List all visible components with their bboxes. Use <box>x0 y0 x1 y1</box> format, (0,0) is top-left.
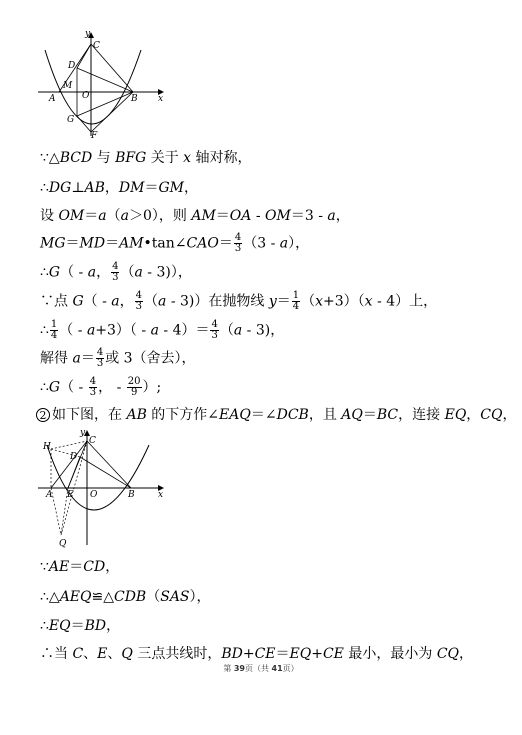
line-11: ∵AE＝CD， <box>40 559 120 575</box>
line-14: ∴当 C、E、Q 三点共线时，BD+CE＝EQ+CE 最小，最小为 CQ， <box>40 646 474 662</box>
fraction: $\frac{4}{3}$ <box>89 376 97 398</box>
parabola <box>45 50 141 124</box>
current-page: 39 <box>233 664 245 673</box>
fraction: $\frac{4}{3}$ <box>96 347 104 369</box>
label-x: x <box>158 490 164 500</box>
fraction: $\frac{4}{3}$ <box>211 319 218 341</box>
fraction: $\frac{4}{3}$ <box>234 232 242 254</box>
label-y: y <box>80 428 86 438</box>
label-G: G <box>67 115 75 125</box>
label-x: x <box>158 94 164 104</box>
figure-1-diagram <box>35 28 175 143</box>
line-13: ∴EQ＝BD， <box>40 618 121 634</box>
label-C: C <box>93 41 100 51</box>
label-A: A <box>49 94 56 104</box>
label-H: H <box>43 442 51 452</box>
parabola <box>47 445 149 510</box>
fraction: $\frac{1}{4}$ <box>50 319 58 341</box>
line-7: ∴ $\frac{1}{4}$ （ - a+3）（ - a - 4）＝ $\frac{4}{3}$ （a - 3)， <box>40 319 285 341</box>
line-8: 解得 a＝ $\frac{4}{3}$ 或 3（舍去）， <box>40 347 196 369</box>
fraction: $\frac{20}{9}$ <box>127 376 141 398</box>
label-D: D <box>68 61 76 71</box>
line-6: ∵点 G（ - a， $\frac{4}{3}$ （a - 3)）在抛物线 y＝ $\frac{1}{4}$ （x+3）（x - 4）上， <box>40 290 438 312</box>
fraction: $\frac{1}{4}$ <box>292 290 300 312</box>
label-M: M <box>63 81 73 91</box>
label-A: A <box>46 490 53 500</box>
label-B: B <box>128 490 135 500</box>
figure-2-diagram <box>35 427 175 552</box>
total-pages: 41 <box>271 664 283 673</box>
label-O: O <box>90 490 98 500</box>
label-E: E <box>67 490 74 500</box>
fraction: $\frac{4}{3}$ <box>135 290 143 312</box>
page-footer: 第 39页（共 41页） <box>223 664 299 673</box>
label-F: F <box>91 131 98 141</box>
line-10: 2 如下图，在 AB 的下方作∠EAQ＝∠DCB，且 AQ＝BC，连接 EQ，CQ， <box>36 407 517 423</box>
line-5: ∴G（ - a， $\frac{4}{3}$ （a - 3)）， <box>40 261 192 283</box>
circled-number: 2 <box>36 408 50 422</box>
label-O: O <box>82 91 90 101</box>
line-9: ∴G（ - $\frac{4}{3}$ ， - $\frac{20}{9}$ ）; <box>40 376 162 398</box>
label-B: B <box>131 94 138 104</box>
line-3: 设 OM＝a（a＞0），则 AM＝OA - OM＝3 - a， <box>40 208 350 224</box>
label-y: y <box>85 29 91 39</box>
line-4: MG＝MD＝AM•tan∠CAO＝ $\frac{4}{3}$ （3 - a）， <box>40 232 310 254</box>
line-1: ∵△BCD 与 BFG 关于 x 轴对称， <box>40 150 252 166</box>
label-C: C <box>89 436 96 446</box>
fraction: $\frac{4}{3}$ <box>112 261 119 283</box>
line-2: ∴DG⊥AB，DM＝GM， <box>40 180 199 196</box>
line-12: ∴△AEQ≌△CDB（SAS）， <box>40 589 211 605</box>
label-Q: Q <box>59 539 67 549</box>
label-D: D <box>70 452 78 462</box>
